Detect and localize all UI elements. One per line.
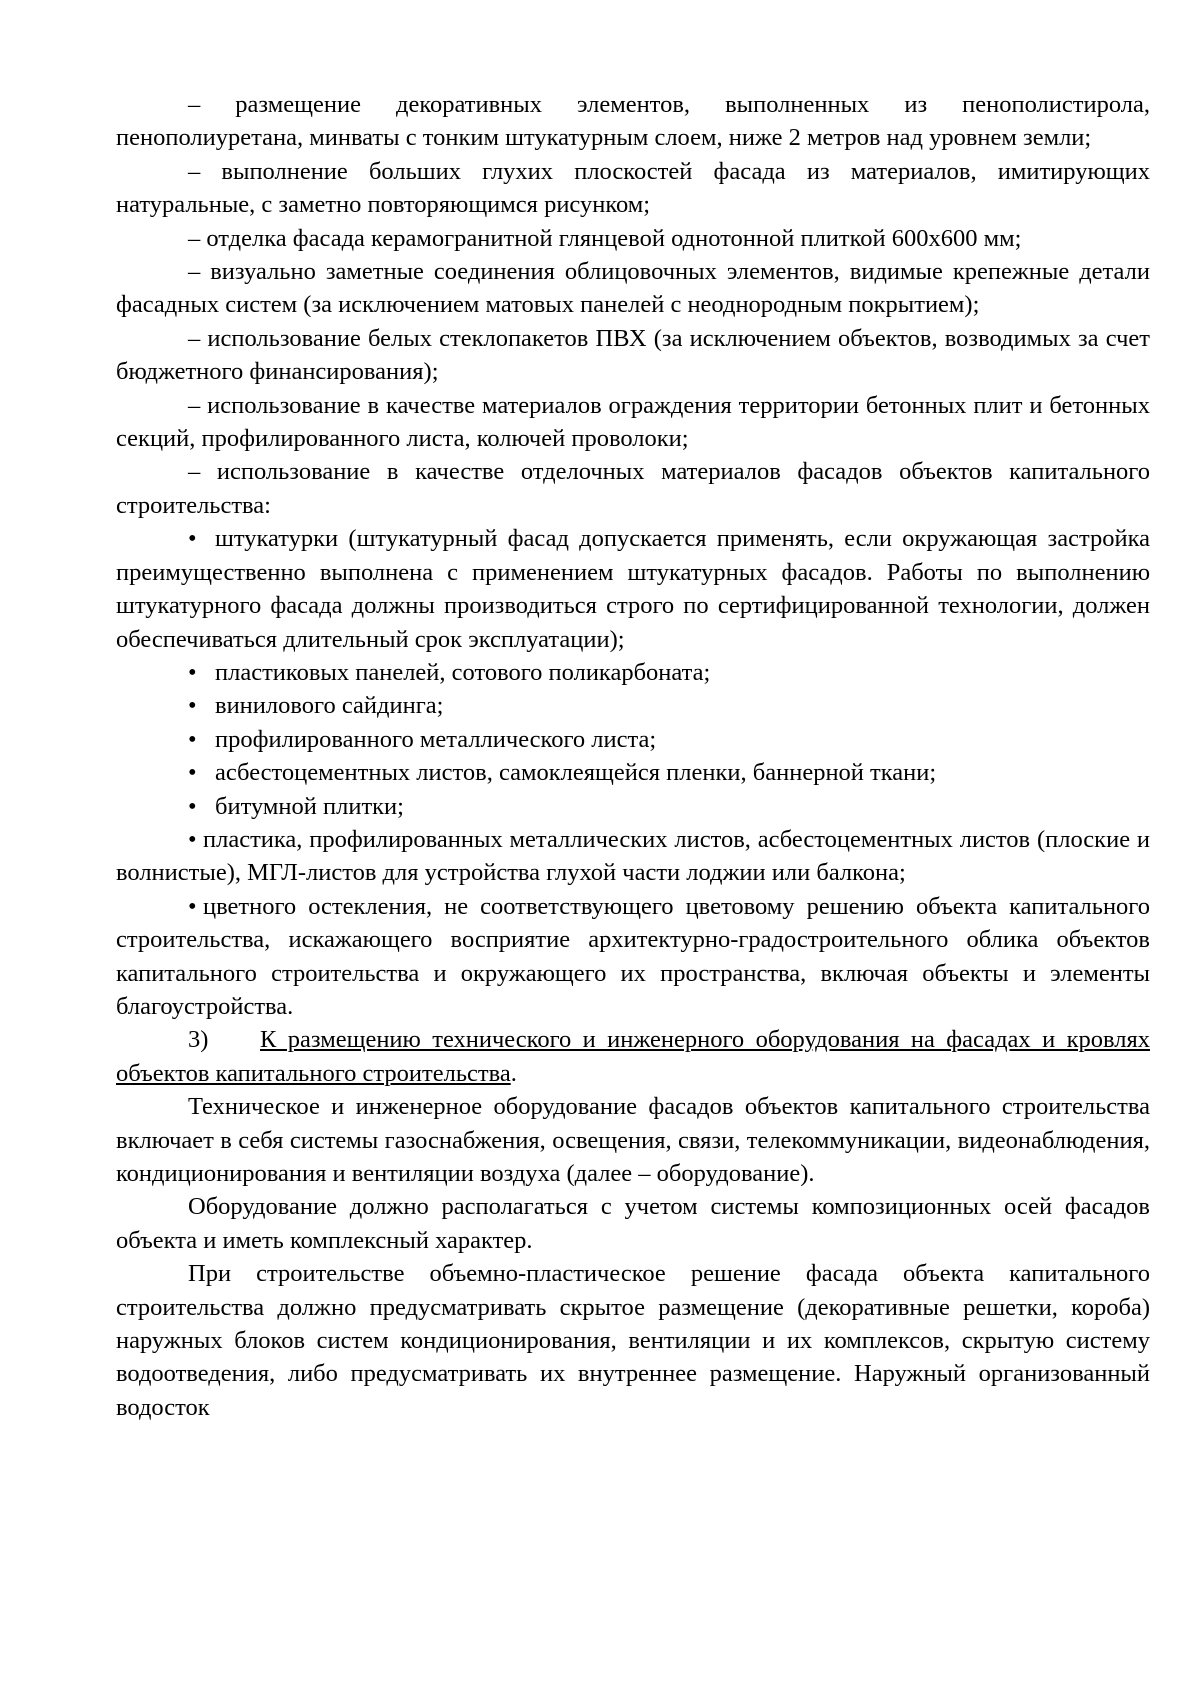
body-paragraph: Оборудование должно располагаться с учетом системы композиционных осей фасадов объекта и иметь комплексный характер. [116, 1193, 1150, 1254]
list-item-dash: – размещение декоративных элементов, выполненных из пенополистирола, пенополиуретана, минваты с тонким штукатурным слоем, ниже 2 метров над уровнем земли; [116, 91, 1150, 152]
list-item-bullet [116, 823, 1150, 890]
section-number: 3) [188, 1026, 209, 1054]
list-item-bullet [116, 756, 1150, 789]
list-item-bullet [116, 656, 1150, 689]
list-item-dash: – использование в качестве отделочных материалов фасадов объектов капитального строительства: [116, 458, 1150, 519]
bullet-text: цветного остекления, не соответствующего цветовому решению объекта капитального строительства, искажающего восприятие архитектурно-градостроительного облика объектов капитального строительства и окружающего их пространства, включая объекты и элементы благоустройства. [116, 892, 1150, 1020]
bullet-text: пластика, профилированных металлических листов, асбестоцементных листов (плоские и волнистые), МГЛ-листов для устройства глухой части лоджии или балкона; [116, 825, 1150, 887]
body-paragraph: Техническое и инженерное оборудование фасадов объектов капитального строительства включает в себя системы газоснабжения, освещения, связи, телекоммуникации, видеонаблюдения, кондиционирования и вентиляции воздуха (далее – оборудование). [116, 1093, 1150, 1187]
document-page [116, 88, 1150, 1424]
bullet-text: штукатурки (штукатурный фасад допускается применять, если окружающая застройка преимущественно выполнена с применением штукатурных фасадов. Работы по выполнению штукатурного фасада должны производиться строго по сертифицированной технологии, должен обеспечиваться длительный срок эксплуатации); [116, 525, 1150, 653]
list-item-bullet [116, 890, 1150, 1024]
list-item-dash: – отделка фасада керамогранитной глянцевой однотонной плиткой 600х600 мм; [188, 224, 1022, 252]
list-item-bullet [116, 790, 1150, 823]
section-heading [116, 1023, 1150, 1090]
bullet-text: битумной плитки; [215, 792, 404, 820]
list-item-dash: – использование белых стеклопакетов ПВХ (за исключением объектов, возводимых за счет бюджетного финансирования); [116, 324, 1150, 386]
bullet-icon: • [188, 892, 197, 920]
list-item-bullet [116, 689, 1150, 722]
list-item-dash: – использование в качестве материалов ограждения территории бетонных плит и бетонных секций, профилированного листа, колючей проволоки; [116, 391, 1150, 453]
bullet-icon: • [188, 825, 197, 853]
list-item-bullet [116, 723, 1150, 756]
bullet-icon: • [188, 525, 197, 553]
bullet-text: пластиковых панелей, сотового поликарбоната; [215, 658, 711, 686]
bullet-text: асбестоцементных листов, самоклеящейся пленки, баннерной ткани; [215, 759, 937, 787]
bullet-text: винилового сайдинга; [215, 692, 444, 720]
section-heading-text: К размещению технического и инженерного оборудования на фасадах и кровлях объектов капитального строительства [116, 1026, 1150, 1087]
bullet-icon: • [188, 759, 197, 787]
bullet-icon: • [188, 658, 197, 686]
bullet-icon: • [188, 692, 197, 720]
body-paragraph: При строительстве объемно-пластическое решение фасада объекта капитального строительства должно предусматривать скрытое размещение (декоративные решетки, короба) наружных блоков систем кондиционирования, вентиляции и их комплексов, скрытую систему водоотведения, либо предусматривать их внутреннее размещение. Наружный организованный водосток [116, 1260, 1150, 1421]
bullet-icon: • [188, 725, 197, 753]
bullet-text: профилированного металлического листа; [215, 725, 657, 753]
list-item-dash: – визуально заметные соединения облицовочных элементов, видимые крепежные детали фасадных систем (за исключением матовых панелей с неоднородным покрытием); [116, 258, 1150, 319]
list-item-bullet [116, 522, 1150, 656]
section-heading-end: . [510, 1059, 517, 1087]
list-item-dash: – выполнение больших глухих плоскостей фасада из материалов, имитирующих натуральные, с заметно повторяющимся рисунком; [116, 157, 1150, 219]
bullet-icon: • [188, 792, 197, 820]
